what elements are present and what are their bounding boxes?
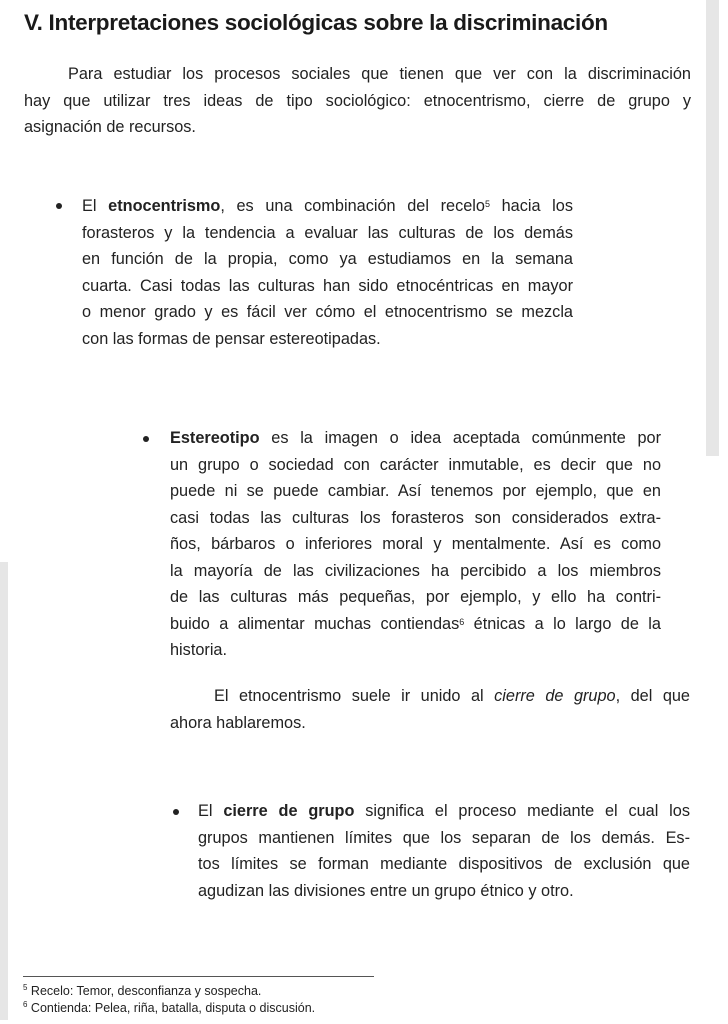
left-margin-strip [0,562,8,1020]
text-line: asignación de recursos. [24,118,196,136]
text-line: ños, bárbaros o inferiores moral y mentalmente. Así es como [170,535,661,553]
footnote-ref[interactable]: 6 [459,616,465,627]
text-line: cuarta. Casi todas las culturas han sido etnocéntricas en mayor [82,276,573,295]
text: El [198,802,224,820]
bullet-icon [143,436,149,442]
text: buido a alimentar muchas contiendas [170,614,460,633]
right-margin-strip [706,0,719,456]
text-line: agudizan las divisiones entre un grupo étnico y otro. [198,881,574,900]
footnote-5 [23,984,261,998]
text-line: un grupo o sociedad con carácter inmutable, es decir que no [170,455,661,474]
text: hacia los [489,197,573,215]
term-estereotipo: Estereotipo [170,429,260,447]
text-line: en función de la propia, como ya estudiamos en la semana [82,250,573,268]
text: , es una combinación del recelo [220,197,485,215]
footnote-divider [23,976,374,977]
etnocentrismo-paragraph [82,193,573,352]
text: étnicas a lo largo de la [464,614,661,633]
text: significa el proceso mediante el cual los [354,802,690,820]
text-line: casi todas las culturas los forasteros son considerados extra- [170,508,661,527]
term-cierre-de-grupo: cierre de grupo [223,802,355,820]
text: El etnocentrismo suele ir unido al [214,687,495,705]
section-title: V. Interpretaciones sociológicas sobre la discriminación [24,10,608,35]
text-line: tos límites se forman mediante dispositivos de exclusión que [198,855,690,873]
text-line: puede ni se puede cambiar. Así tenemos por ejemplo, que en [170,482,661,500]
text: , del que [615,687,690,705]
text-line [170,683,690,710]
footnote-6 [23,1001,315,1015]
text-line: forasteros y la tendencia a evaluar las culturas de los demás [82,223,573,242]
text-line [82,193,573,220]
text-line [170,611,661,638]
footnote-ref[interactable]: 5 [484,199,490,209]
text-line: ahora hablaremos. [170,713,306,732]
footnote-text: Recelo: Temor, desconfianza y sospecha. [27,984,262,998]
footnote-mark: 5 [23,983,28,992]
term-cierre-de-grupo: cierre de grupo [494,687,616,705]
text-line [198,798,690,825]
text-line [170,425,661,452]
text-line: historia. [170,641,228,659]
text-line: grupos mantienen límites que los separan de los demás. Es- [198,828,690,847]
term-etnocentrismo: etnocentrismo [108,197,221,215]
text-line: de las culturas más pequeñas, por ejemplo, y ello ha contri- [170,588,661,606]
text: es la imagen o idea aceptada comúnmente por [259,429,661,447]
footnote-text: Contienda: Pelea, riña, batalla, disputa o discusión. [27,1001,316,1015]
footnote-mark: 6 [23,1000,28,1009]
cierre-paragraph [198,798,690,904]
intro-paragraph [24,61,691,141]
text-line: Para estudiar los procesos sociales que tienen que ver con la discriminación [68,65,691,83]
text: El [82,197,109,215]
follow-paragraph [170,683,690,736]
text-line: o menor grado y es fácil ver cómo el etnocentrismo se mezcla [82,303,573,321]
text-line: con las formas de pensar estereotipadas. [82,329,381,348]
bullet-icon [56,203,62,209]
text-line: la mayoría de las civilizaciones ha percibido a los miembros [170,561,661,580]
estereotipo-paragraph [170,425,661,664]
bullet-icon [173,809,179,815]
text-line: hay que utilizar tres ideas de tipo sociológico: etnocentrismo, cierre de grupo y [24,91,691,110]
